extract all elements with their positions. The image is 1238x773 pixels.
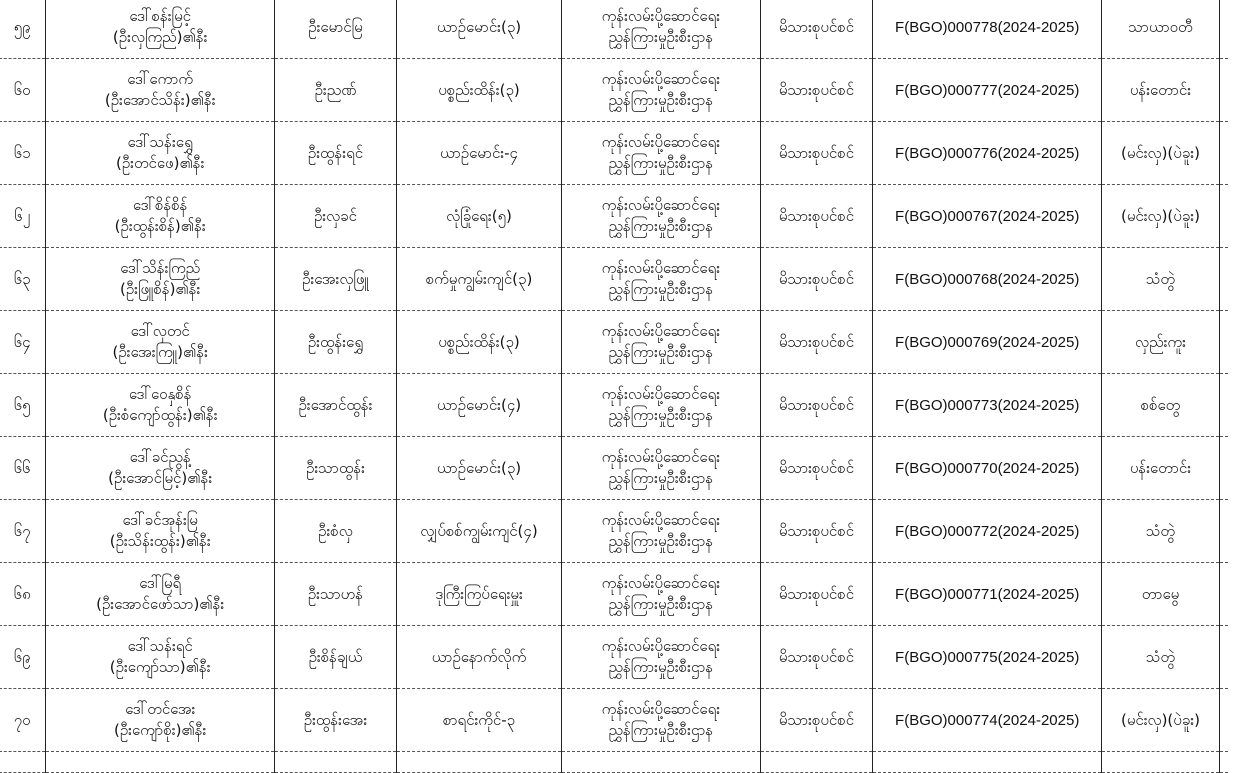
pension-type: မိသားစုပင်စင် [778, 206, 855, 225]
serial-number-cell [0, 59, 46, 122]
department-cell [562, 59, 760, 122]
pensioner-name: ဒေါ်စန်းမြင့် [129, 7, 191, 25]
department-line1: ကုန်းလမ်းပို့ဆောင်ရေး [601, 70, 720, 88]
pension-number: F(BGO)000769(2024-2025) [895, 333, 1080, 351]
department-line2: ညွှန်ကြားမှုဦးစီးဌာန [608, 154, 714, 172]
pensioner-name: ဒေါ်ဝေနှစိန် [128, 385, 192, 403]
pension-type: မိသားစုပင်စင် [778, 332, 855, 351]
edge-cell [1219, 311, 1228, 374]
edge-cell [1219, 689, 1228, 752]
position-cell [396, 626, 561, 689]
serial-number-cell [0, 563, 46, 626]
spouse-name: (ဦးကျော်သာ)၏နီး [109, 658, 211, 676]
department-line2: ညွှန်ကြားမှုဦးစီးဌာန [608, 721, 714, 739]
township-cell [1102, 185, 1220, 248]
table-row [0, 248, 1228, 311]
pension-number: F(BGO)000771(2024-2025) [895, 585, 1080, 603]
father-name-cell [275, 752, 397, 773]
serial-number-cell [0, 311, 46, 374]
pension-number-cell [873, 59, 1102, 122]
pension-number-cell [873, 500, 1102, 563]
table-row [0, 59, 1228, 122]
pension-type: မိသားစုပင်စင် [778, 395, 855, 414]
position-cell [396, 248, 561, 311]
position-cell [396, 563, 561, 626]
position: ဒုကြီးကြပ်ရေးမှူး [435, 584, 523, 603]
department-line2: ညွှန်ကြားမှုဦးစီးဌာန [608, 469, 714, 487]
department-line1: ကုန်းလမ်းပို့ဆောင်ရေး [601, 574, 720, 592]
pensioner-name: ဒေါ်ခင်အုန်းမြ [122, 511, 198, 529]
father-name: ဦးလှခင် [313, 206, 357, 225]
pensioner-name-cell [46, 122, 275, 185]
township: (မင်းလှ)(ပဲခူး) [1120, 206, 1200, 225]
pension-number-cell [873, 374, 1102, 437]
serial-number-cell [0, 689, 46, 752]
father-name: ဦးစိန်ချယ် [308, 647, 363, 666]
father-name: ဦးသာဟန် [307, 584, 364, 603]
department-line1: ကုန်းလမ်းပို့ဆောင်ရေး [601, 196, 720, 214]
serial-number-cell [0, 248, 46, 311]
township-cell [1102, 752, 1220, 773]
position: စက်မှုကျွမ်းကျင်(၃) [425, 269, 533, 288]
position-cell [396, 185, 561, 248]
department-cell [562, 437, 760, 500]
pension-type-cell [760, 374, 873, 437]
pension-number: F(BGO)000770(2024-2025) [895, 459, 1080, 477]
township-cell [1102, 626, 1220, 689]
pensioner-name-cell [46, 563, 275, 626]
father-name: ဦးစံလှ [318, 521, 353, 540]
position: ယာဉ်မောင်း(၃) [436, 17, 522, 36]
table-row [0, 0, 1228, 59]
spouse-name: (ဦးတင်ဖေ)၏နီး [115, 154, 205, 172]
table-row [0, 437, 1228, 500]
serial-number-cell [0, 437, 46, 500]
pensioner-name-cell [46, 626, 275, 689]
department-line2: ညွှန်ကြားမှုဦးစီးဌာန [608, 91, 714, 109]
spouse-name: (ဦးလှကြည်)၏နီး [112, 28, 208, 46]
table-row [0, 185, 1228, 248]
pensioner-name: ဒေါ်လှတင် [130, 322, 190, 340]
spouse-name: (ဦးဖြူစိန်)၏နီး [119, 280, 201, 298]
position-cell [396, 437, 561, 500]
edge-cell [1219, 752, 1228, 773]
pensioner-name: ဒေါ်မြရီ [139, 574, 182, 592]
serial-number: ၆၉ [13, 647, 31, 666]
table-row [0, 689, 1228, 752]
table-row [0, 374, 1228, 437]
pension-type: မိသားစုပင်စင် [778, 269, 855, 288]
pension-number: F(BGO)000776(2024-2025) [895, 144, 1080, 162]
serial-number: ၆၈ [13, 584, 31, 603]
department-line2: ညွှန်ကြားမှုဦးစီးဌာန [608, 406, 714, 424]
department-line1: ကုန်းလမ်းပို့ဆောင်ရေး [601, 133, 720, 151]
position-cell [396, 500, 561, 563]
father-name-cell [275, 59, 397, 122]
father-name-cell [275, 0, 397, 59]
father-name: ဦးအေးလှဖြူ [302, 269, 369, 288]
department-cell [562, 0, 760, 59]
township: သံတွဲ [1145, 269, 1176, 288]
spouse-name: (ဦးအောင်ဖော်သာ)၏နီး [96, 595, 225, 613]
department-line2: ညွှန်ကြားမှုဦးစီးဌာန [608, 280, 714, 298]
position-cell [396, 122, 561, 185]
pension-type-cell [760, 0, 873, 59]
department-line1: ကုန်းလမ်းပို့ဆောင်ရေး [601, 7, 720, 25]
department-line1: ကုန်းလမ်းပို့ဆောင်ရေး [601, 700, 720, 718]
pension-type: မိသားစုပင်စင် [778, 584, 855, 603]
pension-number: F(BGO)000774(2024-2025) [895, 711, 1080, 729]
father-name-cell [275, 689, 397, 752]
pensioner-name: ဒေါ်တင်အေး [125, 700, 196, 718]
position-cell [396, 311, 561, 374]
pensioner-name-cell [46, 59, 275, 122]
edge-cell [1219, 626, 1228, 689]
serial-number: ၆၇ [13, 521, 31, 540]
department-line1: ကုန်းလမ်းပို့ဆောင်ရေး [601, 385, 720, 403]
department-line2: ညွှန်ကြားမှုဦးစီးဌာန [608, 658, 714, 676]
spouse-name: (ဦးထွန်းစိန်)၏နီး [114, 217, 206, 235]
township: သံတွဲ [1145, 647, 1176, 666]
township: ပန်းတောင်း [1129, 80, 1192, 99]
township: လှည်းကူး [1135, 332, 1186, 351]
pensioner-name-cell [46, 248, 275, 311]
serial-number: ၆၃ [13, 269, 31, 288]
table-row [0, 122, 1228, 185]
spouse-name: (ဦးအောင်သိန်း)၏နီး [104, 91, 216, 109]
township: တာမွေ [1141, 584, 1180, 603]
pension-type-cell [760, 185, 873, 248]
serial-number-cell [0, 752, 46, 773]
position: ပစ္စည်းထိန်း(၃) [438, 80, 520, 99]
position-cell [396, 59, 561, 122]
edge-cell [1219, 374, 1228, 437]
township-cell [1102, 374, 1220, 437]
pension-type-cell [760, 752, 873, 773]
serial-number: ၆၂ [14, 206, 31, 225]
serial-number: ၆၁ [13, 143, 31, 162]
pensioner-name-cell [46, 311, 275, 374]
serial-number-cell [0, 122, 46, 185]
pension-number: F(BGO)000767(2024-2025) [895, 207, 1080, 225]
township: သံတွဲ [1145, 521, 1176, 540]
department-cell [562, 500, 760, 563]
father-name-cell [275, 626, 397, 689]
pension-type-cell [760, 500, 873, 563]
department-line1: ကုန်းလမ်းပို့ဆောင်ရေး [601, 259, 720, 277]
serial-number-cell [0, 0, 46, 59]
father-name-cell [275, 248, 397, 311]
department-cell [562, 752, 760, 773]
serial-number-cell [0, 500, 46, 563]
father-name-cell [275, 374, 397, 437]
department-line2: ညွှန်ကြားမှုဦးစီးဌာန [608, 532, 714, 550]
department-cell [562, 689, 760, 752]
pensioner-name-cell [46, 500, 275, 563]
township-cell [1102, 0, 1220, 59]
pensioner-name-cell [46, 689, 275, 752]
pension-number-cell [873, 437, 1102, 500]
pension-type-cell [760, 248, 873, 311]
position: ယာဉ်မောင်း-၄ [440, 143, 518, 162]
department-cell [562, 563, 760, 626]
father-name: ဦးညဏ် [314, 80, 357, 99]
pension-number-cell [873, 0, 1102, 59]
department-line1: ကုန်းလမ်းပို့ဆောင်ရေး [601, 322, 720, 340]
department-line1: ကုန်းလမ်းပို့ဆောင်ရေး [601, 637, 720, 655]
pension-number: F(BGO)000778(2024-2025) [895, 18, 1080, 36]
father-name-cell [275, 437, 397, 500]
table-row [0, 311, 1228, 374]
pensioner-name: ဒေါ်သန်းရင် [127, 637, 193, 655]
edge-cell [1219, 500, 1228, 563]
pension-number-cell [873, 563, 1102, 626]
township: သာယာဝတီ [1128, 17, 1193, 36]
pension-number: F(BGO)000777(2024-2025) [895, 81, 1080, 99]
department-line2: ညွှန်ကြားမှုဦးစီးဌာန [608, 595, 714, 613]
township-cell [1102, 248, 1220, 311]
pension-number-cell [873, 689, 1102, 752]
department-cell [562, 248, 760, 311]
position-cell [396, 752, 561, 773]
pension-type: မိသားစုပင်စင် [778, 647, 855, 666]
pension-type-cell [760, 437, 873, 500]
spouse-name: (ဦးစံကျော်ထွန်း)၏နီး [102, 406, 218, 424]
edge-cell [1219, 0, 1228, 59]
pension-type-cell [760, 59, 873, 122]
pension-number: F(BGO)000772(2024-2025) [895, 522, 1080, 540]
pension-number-cell [873, 752, 1102, 773]
pensioner-name-cell [46, 374, 275, 437]
father-name-cell [275, 122, 397, 185]
serial-number-cell [0, 374, 46, 437]
department-line2: ညွှန်ကြားမှုဦးစီးဌာန [608, 343, 714, 361]
pension-number-cell [873, 626, 1102, 689]
pension-type: မိသားစုပင်စင် [778, 143, 855, 162]
department-cell [562, 122, 760, 185]
serial-number: ၇၀ [13, 710, 31, 729]
department-cell [562, 374, 760, 437]
father-name: ဦးအောင်ထွန်း [298, 395, 373, 414]
table-row [0, 626, 1228, 689]
position-cell [396, 0, 561, 59]
pensioner-name: ဒေါ်စိန်စိန် [132, 196, 188, 214]
position: လျှပ်စစ်ကျွမ်းကျင်(၄) [420, 521, 538, 540]
edge-cell [1219, 122, 1228, 185]
position-cell [396, 689, 561, 752]
father-name: ဦးထွန်းအေး [303, 710, 368, 729]
father-name: ဦးသာထွန်း [306, 458, 365, 477]
father-name: ဦးထွန်းရွှေ [307, 332, 364, 351]
pensioner-name-cell [46, 0, 275, 59]
pensioner-name: ဒေါ်ခင်ညွန့် [129, 448, 191, 466]
department-line2: ညွှန်ကြားမှုဦးစီးဌာန [608, 28, 714, 46]
serial-number: ၆၄ [13, 332, 31, 351]
pension-type-cell [760, 311, 873, 374]
pensioner-name: ဒေါ်သိန်းကြည် [120, 259, 201, 277]
position: ပစ္စည်းထိန်း(၃) [438, 332, 520, 351]
edge-cell [1219, 185, 1228, 248]
position: စာရင်းကိုင်-၃ [442, 710, 516, 729]
table-row-partial [0, 752, 1228, 773]
father-name-cell [275, 500, 397, 563]
pension-type: မိသားစုပင်စင် [778, 17, 855, 36]
pension-number: F(BGO)000775(2024-2025) [895, 648, 1080, 666]
township: စစ်တွေ [1140, 395, 1181, 414]
position: ယာဉ်မောင်း(၄) [436, 395, 522, 414]
spouse-name: (ဦးအေးကြူ)၏နီး [112, 343, 208, 361]
father-name-cell [275, 311, 397, 374]
edge-cell [1219, 563, 1228, 626]
pension-type: မိသားစုပင်စင် [778, 458, 855, 477]
pension-number-cell [873, 311, 1102, 374]
edge-cell [1219, 437, 1228, 500]
pension-type: မိသားစုပင်စင် [778, 521, 855, 540]
spouse-name: (ဦးသိန်းထွန်း)၏နီး [109, 532, 211, 550]
serial-number-cell [0, 626, 46, 689]
father-name-cell [275, 185, 397, 248]
spouse-name: (ဦးအောင်မြင့်)၏နီး [108, 469, 213, 487]
table-row [0, 563, 1228, 626]
pension-number-cell [873, 248, 1102, 311]
pensioner-name-cell [46, 752, 275, 773]
edge-cell [1219, 59, 1228, 122]
department-cell [562, 626, 760, 689]
township-cell [1102, 122, 1220, 185]
township: (မင်းလှ)(ပဲခူး) [1120, 710, 1200, 729]
township-cell [1102, 500, 1220, 563]
township-cell [1102, 689, 1220, 752]
pension-number: F(BGO)000768(2024-2025) [895, 270, 1080, 288]
department-line1: ကုန်းလမ်းပို့ဆောင်ရေး [601, 511, 720, 529]
pension-type: မိသားစုပင်စင် [778, 710, 855, 729]
pension-type-cell [760, 689, 873, 752]
township-cell [1102, 437, 1220, 500]
serial-number: ၆၀ [13, 80, 31, 99]
position-cell [396, 374, 561, 437]
department-cell [562, 185, 760, 248]
pension-type-cell [760, 626, 873, 689]
serial-number-cell [0, 185, 46, 248]
serial-number: ၅၉ [13, 17, 31, 36]
department-line2: ညွှန်ကြားမှုဦးစီးဌာန [608, 217, 714, 235]
table-row [0, 500, 1228, 563]
township-cell [1102, 563, 1220, 626]
position: ယာဉ်မောင်း(၃) [436, 458, 522, 477]
position: ယာဉ်နောက်လိုက် [431, 647, 527, 666]
pension-number: F(BGO)000773(2024-2025) [895, 396, 1080, 414]
township-cell [1102, 311, 1220, 374]
pension-number-cell [873, 185, 1102, 248]
spouse-name: (ဦးကျော်စိုး)၏နီး [113, 721, 207, 739]
pensioner-name: ဒေါ်ကောက် [127, 70, 194, 88]
father-name: ဦးထွန်းရင် [307, 143, 364, 162]
department-line1: ကုန်းလမ်းပို့ဆောင်ရေး [601, 448, 720, 466]
position: လုံခြုံရေး(၅) [446, 206, 512, 225]
pensioner-name-cell [46, 185, 275, 248]
township: (မင်းလှ)(ပဲခူး) [1120, 143, 1200, 162]
pension-type: မိသားစုပင်စင် [778, 80, 855, 99]
department-cell [562, 311, 760, 374]
serial-number: ၆၅ [13, 395, 31, 414]
father-name-cell [275, 563, 397, 626]
pensioner-name-cell [46, 437, 275, 500]
pension-type-cell [760, 563, 873, 626]
township: ပန်းတောင်း [1129, 458, 1192, 477]
pension-number-cell [873, 122, 1102, 185]
pensioner-name: ဒေါ်သန်းရွှေ [127, 133, 193, 151]
father-name: ဦးမောင်မြ [308, 17, 363, 36]
serial-number: ၆၆ [13, 458, 31, 477]
edge-cell [1219, 248, 1228, 311]
pension-type-cell [760, 122, 873, 185]
township-cell [1102, 59, 1220, 122]
